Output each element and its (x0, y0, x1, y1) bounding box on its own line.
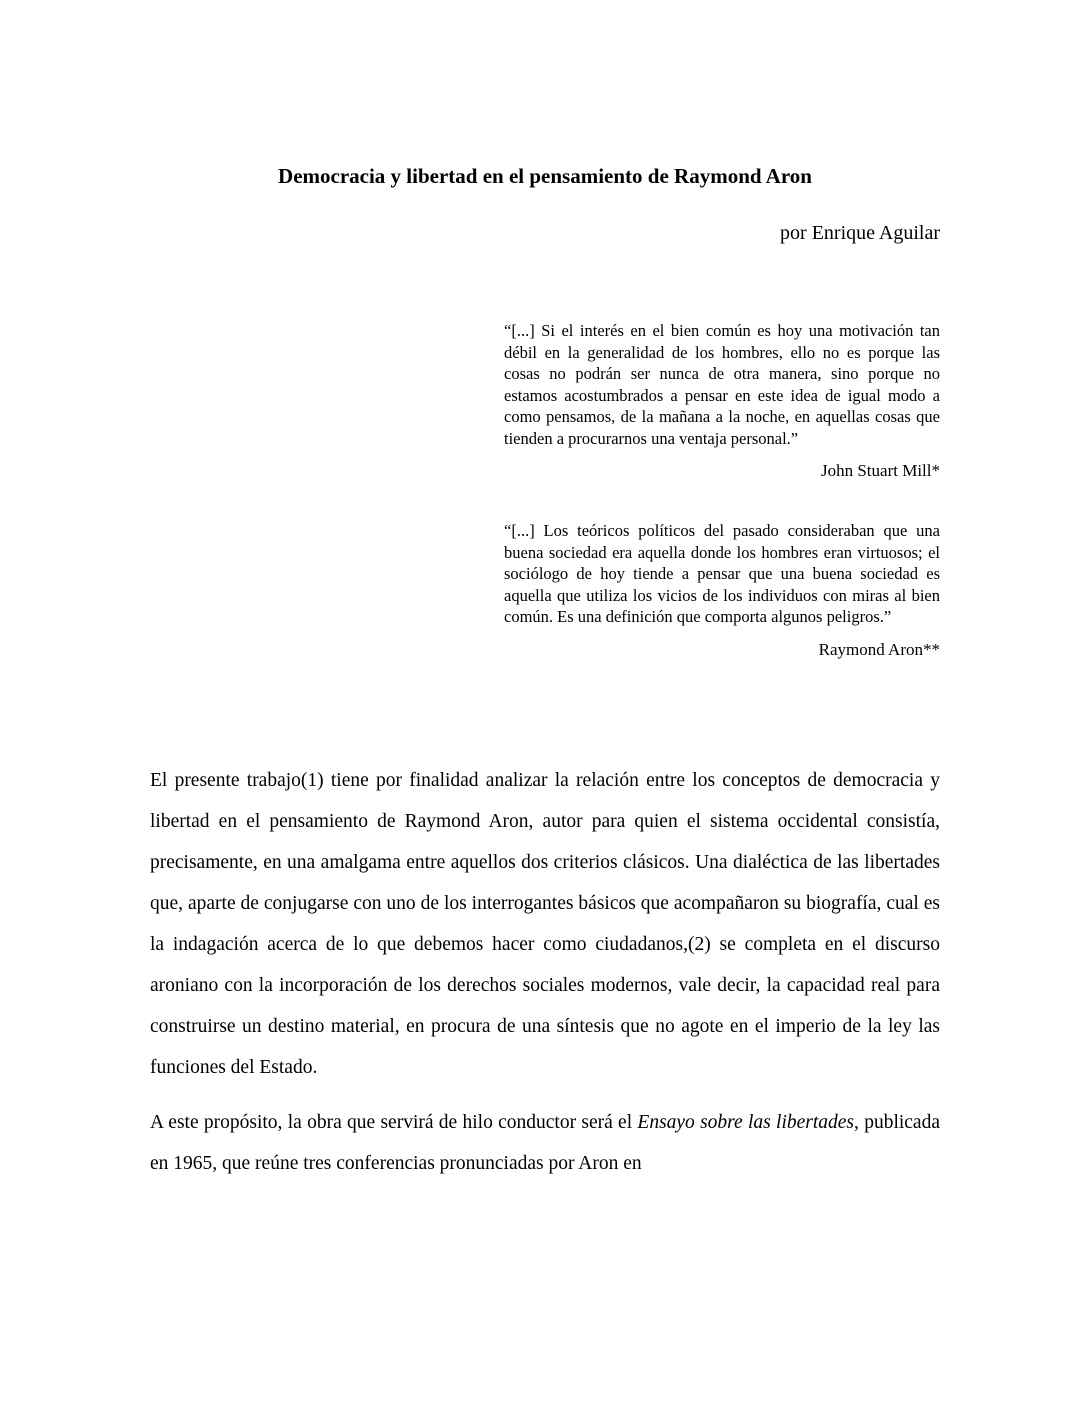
paragraph-segment: A este propósito, la obra que servirá de hilo conductor será el (150, 1111, 638, 1133)
book-title-italic: Ensayo sobre las libertades (637, 1111, 855, 1133)
epigraph-attribution: John Stuart Mill* (820, 461, 940, 480)
document-title: Democracia y libertad en el pensamiento de Raymond Aron (278, 164, 812, 188)
epigraph-quote: “[...] Los teóricos políticos del pasado consideraban que una buena sociedad era aquella donde los hombres eran virtuosos; el sociólogo de hoy tiende a pensar que una buena sociedad es aquella que utiliza los vicios de los individuos con miras al bien común. Es una definición que comporta algunos peligros.” (504, 521, 940, 626)
epigraph-block-mill (504, 320, 940, 482)
body-text (150, 760, 940, 1184)
body-paragraph: El presente trabajo(1) tiene por finalidad analizar la relación entre los conceptos de democracia y libertad en el pensamiento de Raymond Aron, autor para quien el sistema occidental consistía, precisamente, en una amalgama entre aquellos dos criterios clásicos. Una dialéctica de las libertades que, aparte de conjugarse con uno de los interrogantes básicos que acompañaron su biografía, cual es la indagación acerca de lo que debemos hacer como ciudadanos,(2) se completa en el discurso aroniano con la incorporación de los derechos sociales modernos, vale decir, la capacidad real para construirse un destino material, en procura de una síntesis que no agote en el imperio de la ley las funciones del Estado. (150, 769, 940, 1078)
paragraph-segment: , publicada en 1965, que reúne tres conferencias pronunciadas por Aron en (150, 1111, 940, 1174)
author-byline: por Enrique Aguilar (780, 222, 940, 244)
body-paragraph (150, 1102, 940, 1184)
epigraph-block-aron (504, 520, 940, 661)
epigraph-quote: “[...] Si el interés en el bien común es hoy una motivación tan débil en la generalidad de los hombres, ello no es porque las cosas no podrán ser nunca de otra manera, sino porque no estamos acostumbrados a pensar en este idea de igual modo a como pensamos, de la mañana a la noche, en aquellas cosas que tienden a procurarnos una ventaja personal.” (504, 321, 940, 448)
epigraph-attribution: Raymond Aron** (818, 639, 940, 659)
